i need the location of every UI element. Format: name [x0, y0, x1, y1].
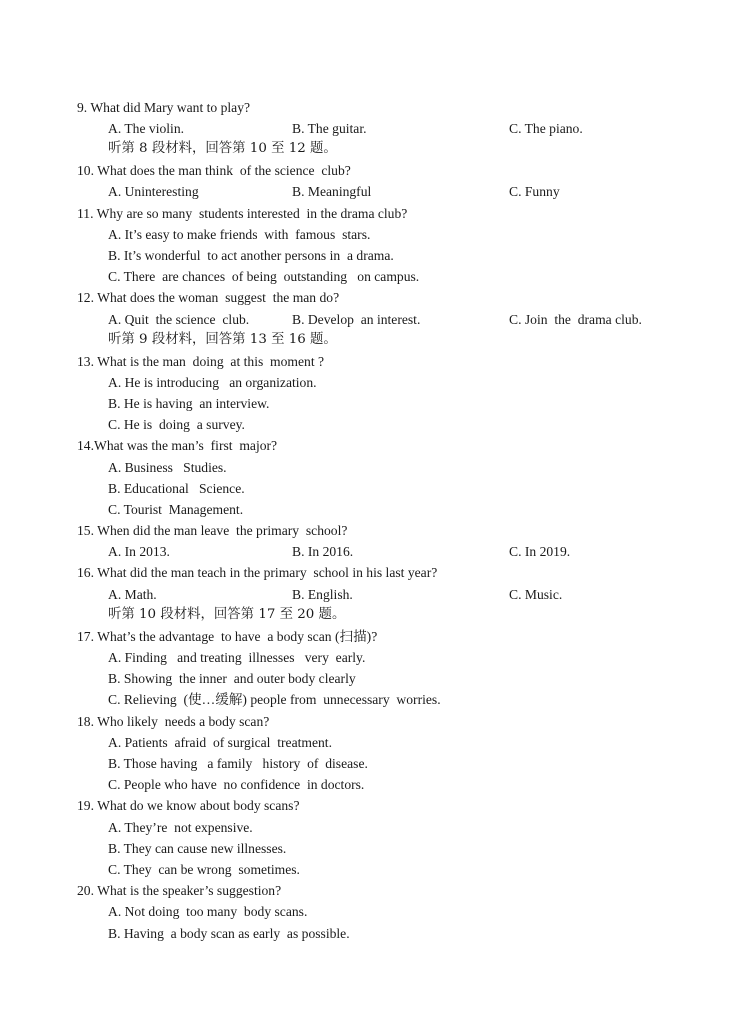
option-13a: A. He is introducing an organization.	[108, 375, 317, 390]
question-15: 15. When did the man leave the primary school?	[77, 523, 348, 538]
option-18a: A. Patients afraid of surgical treatment.	[108, 735, 332, 750]
section-header-9: 听第 9 段材料，回答第 13 至 16 题。	[108, 332, 337, 347]
question-19: 19. What do we know about body scans?	[77, 798, 300, 813]
option-15b: B. In 2016.	[292, 544, 354, 559]
option-18c: C. People who have no confidence in doctors.	[108, 777, 365, 792]
option-17b: B. Showing the inner and outer body clearly	[108, 671, 356, 686]
option-13c: C. He is doing a survey.	[108, 417, 245, 432]
option-13b: B. He is having an interview.	[108, 396, 270, 411]
option-20b: B. Having a body scan as early as possible.	[108, 926, 350, 941]
option-11a: A. It’s easy to make friends with famous stars.	[108, 227, 371, 242]
option-17a: A. Finding and treating illnesses very early.	[108, 650, 366, 665]
question-14: 14.What was the man’s first major?	[77, 438, 278, 453]
option-15a: A. In 2013.	[108, 544, 170, 559]
section-header-8: 听第 8 段材料，回答第 10 至 12 题。	[108, 141, 337, 156]
option-12c: C. Join the drama club.	[509, 312, 642, 327]
option-12b: B. Develop an interest.	[292, 312, 421, 327]
question-13: 13. What is the man doing at this moment ?	[77, 354, 325, 369]
question-16: 16. What did the man teach in the primary school in his last year?	[77, 565, 438, 580]
option-11c: C. There are chances of being outstanding on campus.	[108, 269, 420, 284]
option-9a: A. The violin.	[108, 121, 185, 136]
option-9b: B. The guitar.	[292, 121, 367, 136]
option-10c: C. Funny	[509, 184, 560, 199]
question-12: 12. What does the woman suggest the man do?	[77, 290, 340, 305]
option-16c: C. Music.	[509, 587, 563, 602]
option-16a: A. Math.	[108, 587, 157, 602]
option-14c: C. Tourist Management.	[108, 502, 244, 517]
section-header-10: 听第 10 段材料，回答第 17 至 20 题。	[108, 607, 346, 622]
option-19c: C. They can be wrong sometimes.	[108, 862, 300, 877]
option-11b: B. It’s wonderful to act another persons in a drama.	[108, 248, 394, 263]
option-9c: C. The piano.	[509, 121, 583, 136]
question-10: 10. What does the man think of the science club?	[77, 163, 351, 178]
option-16b: B. English.	[292, 587, 353, 602]
option-14b: B. Educational Science.	[108, 481, 245, 496]
option-17c: C. Relieving (使…缓解) people from unnecessary worries.	[108, 692, 441, 707]
option-10a: A. Uninteresting	[108, 184, 199, 199]
option-10b: B. Meaningful	[292, 184, 372, 199]
option-19a: A. They’re not expensive.	[108, 820, 253, 835]
question-11: 11. Why are so many students interested in the drama club?	[77, 206, 408, 221]
question-20: 20. What is the speaker’s suggestion?	[77, 883, 282, 898]
option-12a: A. Quit the science club.	[108, 312, 250, 327]
question-18: 18. Who likely needs a body scan?	[77, 714, 270, 729]
question-9: 9. What did Mary want to play?	[77, 100, 251, 115]
option-19b: B. They can cause new illnesses.	[108, 841, 287, 856]
option-18b: B. Those having a family history of disease.	[108, 756, 368, 771]
option-20a: A. Not doing too many body scans.	[108, 904, 308, 919]
option-15c: C. In 2019.	[509, 544, 571, 559]
question-17: 17. What’s the advantage to have a body scan (扫描)?	[77, 629, 378, 644]
option-14a: A. Business Studies.	[108, 460, 227, 475]
